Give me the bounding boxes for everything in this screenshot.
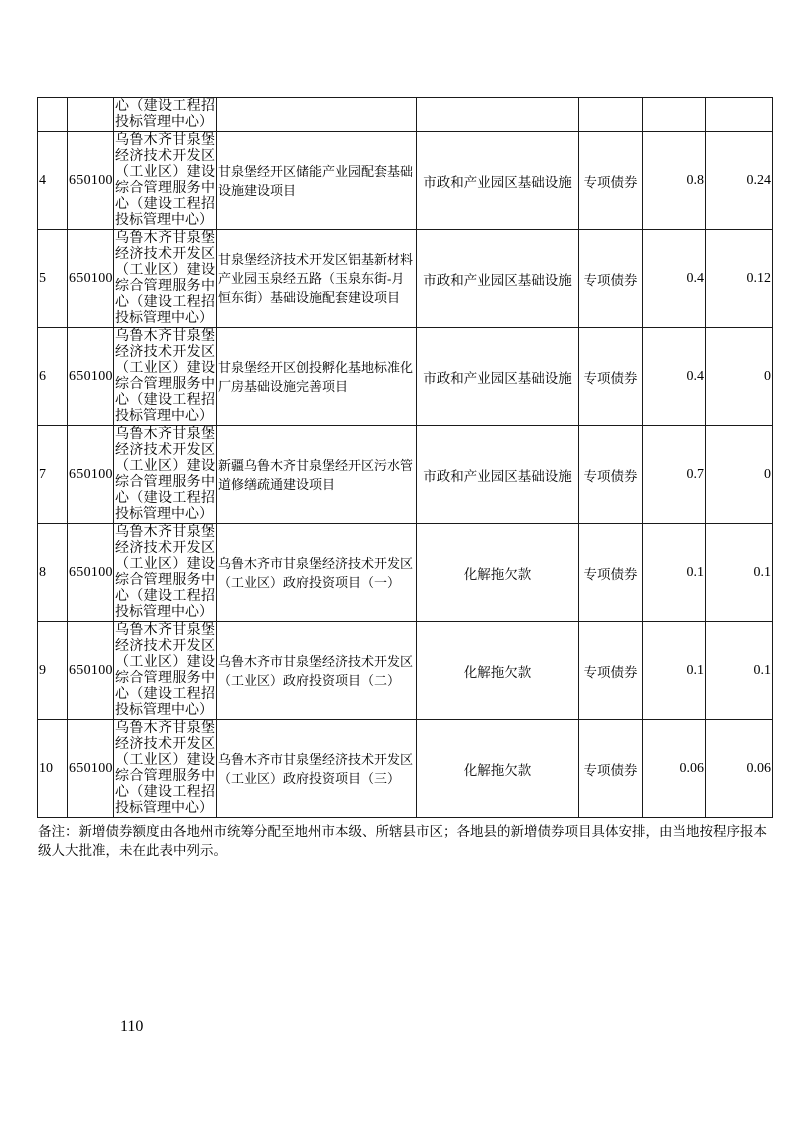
amount1-cell: 0.4 (643, 328, 706, 426)
row-number-cell: 5 (38, 230, 68, 328)
page-number: 110 (120, 1018, 144, 1035)
bond-type-cell: 专项债券 (579, 426, 643, 524)
unit-name-cell: 乌鲁木齐甘泉堡经济技术开发区（工业区）建设综合管理服务中心（建设工程招投标管理中心） (115, 622, 215, 718)
category-cell: 市政和产业园区基础设施 (417, 328, 579, 426)
unit-code-cell: 650100 (68, 622, 114, 720)
category-cell: 市政和产业园区基础设施 (417, 230, 579, 328)
amount2-cell (706, 98, 773, 132)
category-cell: 化解拖欠款 (417, 720, 579, 818)
amount2-cell: 0.24 (706, 132, 773, 230)
amount1-cell: 0.4 (643, 230, 706, 328)
project-name-cell: 乌鲁木齐市甘泉堡经济技术开发区（工业区）政府投资项目（一） (217, 524, 417, 622)
amount2-cell: 0 (706, 328, 773, 426)
row-number-cell: 6 (38, 328, 68, 426)
bond-type-cell (579, 98, 643, 132)
category-cell: 市政和产业园区基础设施 (417, 132, 579, 230)
row-number-cell: 4 (38, 132, 68, 230)
project-name-cell: 乌鲁木齐市甘泉堡经济技术开发区（工业区）政府投资项目（二） (217, 622, 417, 720)
unit-code-cell: 650100 (68, 524, 114, 622)
amount2-cell: 0.12 (706, 230, 773, 328)
table-row-continuation (38, 98, 773, 132)
unit-code-cell (68, 98, 114, 132)
unit-code-cell: 650100 (68, 720, 114, 818)
unit-name-cell: 乌鲁木齐甘泉堡经济技术开发区（工业区）建设综合管理服务中心（建设工程招投标管理中心） (115, 720, 215, 816)
category-cell (417, 98, 579, 132)
bond-type-cell: 专项债券 (579, 328, 643, 426)
row-number-cell: 8 (38, 524, 68, 622)
amount2-cell: 0.06 (706, 720, 773, 818)
row-number-cell (38, 98, 68, 132)
bond-type-cell: 专项债券 (579, 230, 643, 328)
project-name-cell: 甘泉堡经济技术开发区铝基新材料产业园玉泉经五路（玉泉东街-月恒东街）基础设施配套建设项目 (217, 230, 417, 328)
amount1-cell: 0.7 (643, 426, 706, 524)
unit-name-cell: 心（建设工程招投标管理中心） (115, 98, 215, 130)
bond-project-table (37, 97, 773, 818)
amount2-cell: 0 (706, 426, 773, 524)
project-name-cell: 甘泉堡经开区创投孵化基地标准化厂房基础设施完善项目 (217, 328, 417, 426)
unit-name-cell: 乌鲁木齐甘泉堡经济技术开发区（工业区）建设综合管理服务中心（建设工程招投标管理中心） (115, 132, 215, 228)
row-number-cell: 9 (38, 622, 68, 720)
table-row (38, 524, 773, 622)
bond-type-cell: 专项债券 (579, 622, 643, 720)
bond-type-cell: 专项债券 (579, 524, 643, 622)
row-number-cell: 10 (38, 720, 68, 818)
table-row (38, 622, 773, 720)
amount1-cell: 0.8 (643, 132, 706, 230)
project-name-cell (217, 98, 417, 132)
unit-code-cell: 650100 (68, 132, 114, 230)
amount1-cell: 0.1 (643, 524, 706, 622)
project-name-cell: 新疆乌鲁木齐甘泉堡经开区污水管道修缮疏通建设项目 (217, 426, 417, 524)
table-body (38, 98, 773, 818)
unit-name-cell: 乌鲁木齐甘泉堡经济技术开发区（工业区）建设综合管理服务中心（建设工程招投标管理中心） (115, 230, 215, 326)
bond-type-cell: 专项债券 (579, 720, 643, 818)
footnote: 备注：新增债券额度由各地州市统筹分配至地州市本级、所辖县市区；各地县的新增债券项目具体安排，由当地按程序报本级人大批准，未在此表中列示。 (38, 824, 767, 858)
amount1-cell: 0.1 (643, 622, 706, 720)
project-name-cell: 甘泉堡经开区储能产业园配套基础设施建设项目 (217, 132, 417, 230)
table-row (38, 720, 773, 818)
table-row (38, 132, 773, 230)
amount2-cell: 0.1 (706, 622, 773, 720)
category-cell: 化解拖欠款 (417, 524, 579, 622)
category-cell: 化解拖欠款 (417, 622, 579, 720)
unit-name-cell: 乌鲁木齐甘泉堡经济技术开发区（工业区）建设综合管理服务中心（建设工程招投标管理中心） (115, 426, 215, 522)
table-row (38, 230, 773, 328)
amount1-cell: 0.06 (643, 720, 706, 818)
unit-name-cell: 乌鲁木齐甘泉堡经济技术开发区（工业区）建设综合管理服务中心（建设工程招投标管理中心） (115, 328, 215, 424)
project-name-cell: 乌鲁木齐市甘泉堡经济技术开发区（工业区）政府投资项目（三） (217, 720, 417, 818)
table-row (38, 328, 773, 426)
table-row (38, 426, 773, 524)
unit-code-cell: 650100 (68, 426, 114, 524)
amount1-cell (643, 98, 706, 132)
unit-code-cell: 650100 (68, 230, 114, 328)
amount2-cell: 0.1 (706, 524, 773, 622)
category-cell: 市政和产业园区基础设施 (417, 426, 579, 524)
bond-type-cell: 专项债券 (579, 132, 643, 230)
unit-code-cell: 650100 (68, 328, 114, 426)
unit-name-cell: 乌鲁木齐甘泉堡经济技术开发区（工业区）建设综合管理服务中心（建设工程招投标管理中心） (115, 524, 215, 620)
row-number-cell: 7 (38, 426, 68, 524)
